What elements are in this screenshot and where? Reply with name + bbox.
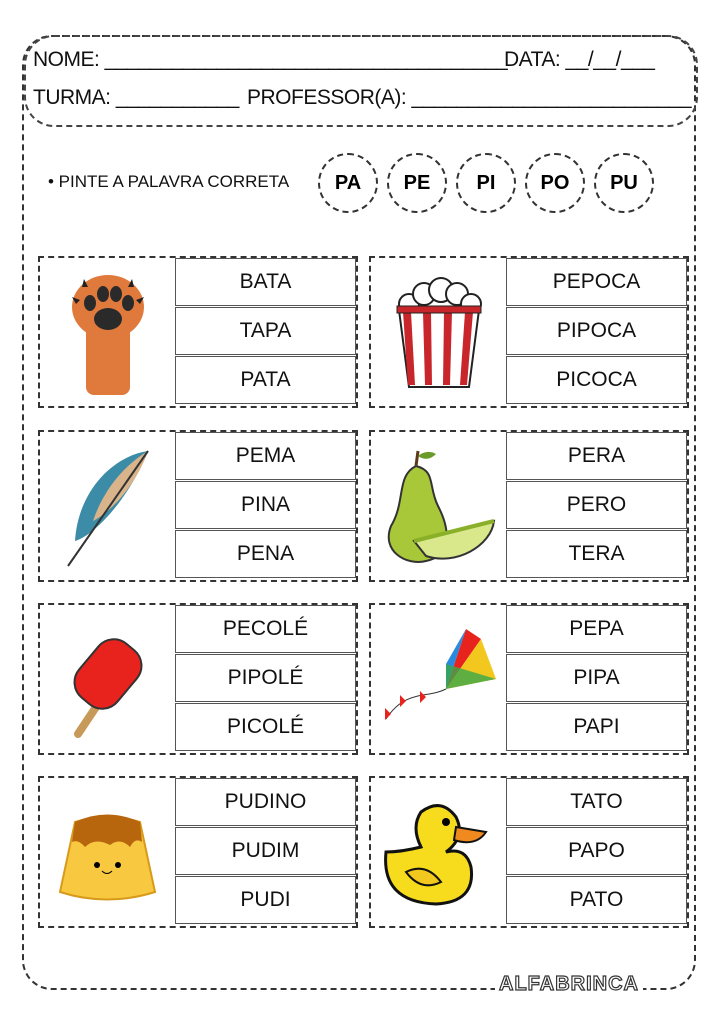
word-option[interactable]: PINA bbox=[175, 481, 356, 529]
word-option[interactable]: PAPO bbox=[506, 827, 687, 875]
popcorn-image bbox=[371, 258, 506, 406]
teacher-field[interactable]: PROFESSOR(A): _________________________ bbox=[247, 86, 691, 109]
card-popsicle bbox=[38, 603, 358, 755]
word-option[interactable]: PEPOCA bbox=[506, 258, 687, 306]
word-option[interactable]: PICOLÉ bbox=[175, 703, 356, 751]
card-paw bbox=[38, 256, 358, 408]
syllable-pu: PU bbox=[594, 153, 654, 213]
alfabrinca-logo: ALFABRINCA bbox=[495, 973, 643, 996]
card-kite bbox=[369, 603, 689, 755]
kite-image bbox=[371, 605, 506, 753]
popsicle-image bbox=[40, 605, 175, 753]
word-option[interactable]: PUDIM bbox=[175, 827, 356, 875]
card-feather bbox=[38, 430, 358, 582]
word-option[interactable]: TERA bbox=[506, 530, 687, 578]
syllable-po: PO bbox=[525, 153, 585, 213]
word-option[interactable]: PATA bbox=[175, 356, 356, 404]
word-option[interactable]: PIPA bbox=[506, 654, 687, 702]
word-option[interactable]: PENA bbox=[175, 530, 356, 578]
word-option[interactable]: PIPOLÉ bbox=[175, 654, 356, 702]
word-option[interactable]: PAPI bbox=[506, 703, 687, 751]
syllable-pi: PI bbox=[456, 153, 516, 213]
word-option[interactable]: PEMA bbox=[175, 432, 356, 480]
class-field[interactable]: TURMA: ___________ bbox=[33, 86, 239, 109]
word-option[interactable]: PIPOCA bbox=[506, 307, 687, 355]
card-pudding bbox=[38, 776, 358, 928]
pudding-image bbox=[40, 778, 175, 926]
word-option[interactable]: PEPA bbox=[506, 605, 687, 653]
word-option[interactable]: PICOCA bbox=[506, 356, 687, 404]
word-option[interactable]: TAPA bbox=[175, 307, 356, 355]
duck-image bbox=[371, 778, 506, 926]
card-duck bbox=[369, 776, 689, 928]
word-option[interactable]: PUDI bbox=[175, 876, 356, 924]
word-option[interactable]: PATO bbox=[506, 876, 687, 924]
word-option[interactable]: PUDINO bbox=[175, 778, 356, 826]
word-option[interactable]: PERA bbox=[506, 432, 687, 480]
word-option[interactable]: PECOLÉ bbox=[175, 605, 356, 653]
word-option[interactable]: BATA bbox=[175, 258, 356, 306]
syllable-pa: PA bbox=[318, 153, 378, 213]
card-popcorn bbox=[369, 256, 689, 408]
instruction-text: • PINTE A PALAVRA CORRETA bbox=[48, 172, 290, 191]
card-pear bbox=[369, 430, 689, 582]
feather-image bbox=[40, 432, 175, 580]
date-field[interactable]: DATA: __/__/___ bbox=[504, 48, 655, 71]
paw-image bbox=[40, 258, 175, 406]
syllable-pe: PE bbox=[387, 153, 447, 213]
word-option[interactable]: TATO bbox=[506, 778, 687, 826]
name-field[interactable]: NOME: ____________________________________ bbox=[33, 48, 508, 71]
pear-image bbox=[371, 432, 506, 580]
word-option[interactable]: PERO bbox=[506, 481, 687, 529]
